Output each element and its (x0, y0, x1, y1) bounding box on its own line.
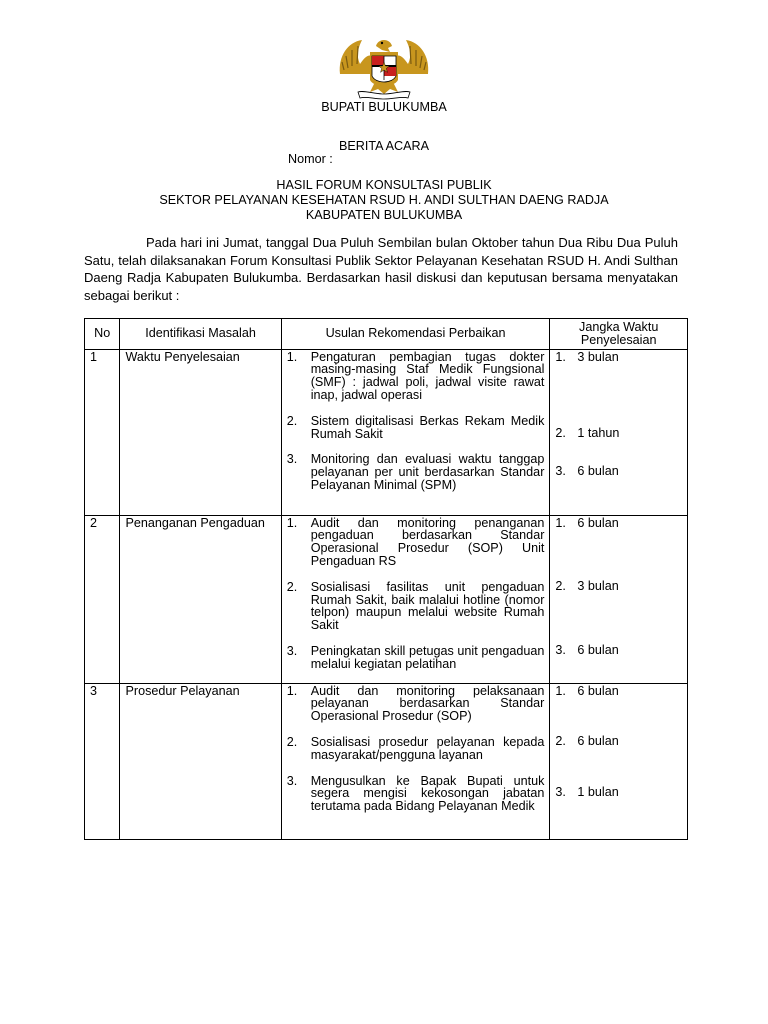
header-no: No (85, 319, 120, 350)
item-number: 1. (286, 683, 298, 698)
row-number: 3 (85, 683, 120, 839)
header-jangka: Jangka Waktu Penyelesaian (550, 319, 688, 350)
item-number: 3. (286, 643, 298, 658)
item-text: Pengaturan pembagian tugas dokter masing-masing Staf Medik Fungsional (SMF) : jadwal poli, jadwal visite rawat inap, jadwal operasi (310, 349, 545, 402)
item-number: 2. (286, 734, 298, 749)
recommendation-table (84, 318, 688, 840)
table-header-row (85, 319, 688, 350)
item-text: 3 bulan (577, 579, 619, 594)
garuda-emblem-icon (334, 34, 434, 100)
recommendation-item (287, 415, 545, 441)
item-text: 1 bulan (577, 785, 619, 800)
table-row (85, 349, 688, 515)
row-number: 1 (85, 349, 120, 515)
recommendation-item (287, 775, 545, 813)
recommendations-cell (281, 349, 550, 515)
item-text: Audit dan monitoring pelaksanaan pelayanan berdasarkan Standar Operasional Prosedur (SOP) (310, 683, 545, 724)
item-text: Sosialisasi prosedur pelayanan kepada masyarakat/pengguna layanan (310, 734, 545, 762)
item-number: 3. (555, 785, 566, 800)
item-number: 3. (286, 452, 298, 467)
item-number: 1. (555, 515, 566, 530)
document-title-line1: HASIL FORUM KONSULTASI PUBLIK (276, 178, 492, 192)
item-number: 2. (286, 413, 298, 428)
item-number: 2. (555, 579, 566, 594)
item-text: Audit dan monitoring penanganan pengaduan berdasarkan Standar Operasional Prosedur (SOP) Unit Pengaduan RS (310, 515, 545, 568)
recommendation-item (287, 351, 545, 402)
document-type: BERITA ACARA (338, 139, 430, 153)
header-identifikasi: Identifikasi Masalah (120, 319, 281, 350)
item-number: 2. (286, 579, 298, 594)
recommendation-item (287, 453, 545, 491)
recommendation-item (287, 645, 545, 671)
document-title-line2: SEKTOR PELAYANAN KESEHATAN RSUD H. ANDI SULTHAN DAENG RADJA (159, 193, 609, 207)
timeframe-cell (550, 683, 688, 839)
row-number: 2 (85, 515, 120, 683)
recommendation-item (287, 517, 545, 568)
item-text: Peningkatan skill petugas unit pengaduan melalui kegiatan pelatihan (310, 643, 545, 671)
recommendation-item (287, 581, 545, 632)
intro-paragraph: Pada hari ini Jumat, tanggal Dua Puluh Sembilan bulan Oktober tahun Dua Ribu Dua Puluh Satu, telah dilaksanakan Forum Konsultasi Publik Sektor Pelayanan Kesehatan RSUD H. Andi Sulthan Daeng Radja Kabupaten Bulukumba. Berdasarkan hasil diskusi dan keputusan bersama menyatakan sebagai berikut : (84, 235, 678, 303)
problem-cell: Prosedur Pelayanan (120, 683, 281, 839)
problem-cell: Waktu Penyelesaian (120, 349, 281, 515)
item-number: 1. (286, 515, 298, 530)
item-text: 3 bulan (577, 349, 619, 364)
document-number-label: Nomor : (288, 152, 333, 166)
recommendation-item (287, 685, 545, 723)
item-number: 1. (555, 349, 566, 364)
document-title-line3: KABUPATEN BULUKUMBA (305, 208, 463, 222)
item-number: 1. (286, 349, 298, 364)
timeframe-item (555, 685, 682, 698)
item-number: 3. (555, 643, 566, 658)
item-text: 6 bulan (577, 464, 619, 479)
timeframe-item (555, 351, 682, 364)
table-row (85, 683, 688, 839)
item-number: 3. (555, 464, 566, 479)
recommendation-item (287, 736, 545, 762)
item-text: 1 tahun (577, 426, 620, 441)
timeframe-item (555, 517, 682, 530)
item-text: Monitoring dan evaluasi waktu tanggap pelayanan per unit berdasarkan Standar Pelayanan Minimal (SPM) (310, 452, 545, 492)
document-authority: BUPATI BULUKUMBA (321, 100, 447, 114)
recommendations-cell (281, 515, 550, 683)
timeframe-item (555, 735, 682, 748)
item-text: Mengusulkan ke Bapak Bupati untuk segera mengisi kekosongan jabatan terutama pada Bidang Pelayanan Medik (310, 773, 545, 814)
item-number: 2. (555, 734, 566, 749)
item-text: 6 bulan (577, 515, 619, 530)
item-text: Sistem digitalisasi Berkas Rekam Medik Rumah Sakit (310, 413, 545, 441)
timeframe-cell (550, 349, 688, 515)
timeframe-cell (550, 515, 688, 683)
timeframe-item (555, 427, 682, 440)
header-usulan: Usulan Rekomendasi Perbaikan (281, 319, 550, 350)
item-number: 1. (555, 683, 566, 698)
item-number: 2. (555, 426, 566, 441)
table-row (85, 515, 688, 683)
recommendations-cell (281, 683, 550, 839)
timeframe-item (555, 465, 682, 478)
timeframe-item (555, 644, 682, 657)
item-text: 6 bulan (577, 734, 619, 749)
item-number: 3. (286, 773, 298, 788)
timeframe-item (555, 580, 682, 593)
item-text: 6 bulan (577, 643, 619, 658)
item-text: Sosialisasi fasilitas unit pengaduan Rumah Sakit, baik malalui hotline (nomor telpon) maupun melalui website Rumah Sakit (310, 579, 545, 633)
problem-cell: Penanganan Pengaduan (120, 515, 281, 683)
timeframe-item (555, 786, 682, 799)
item-text: 6 bulan (577, 683, 619, 698)
